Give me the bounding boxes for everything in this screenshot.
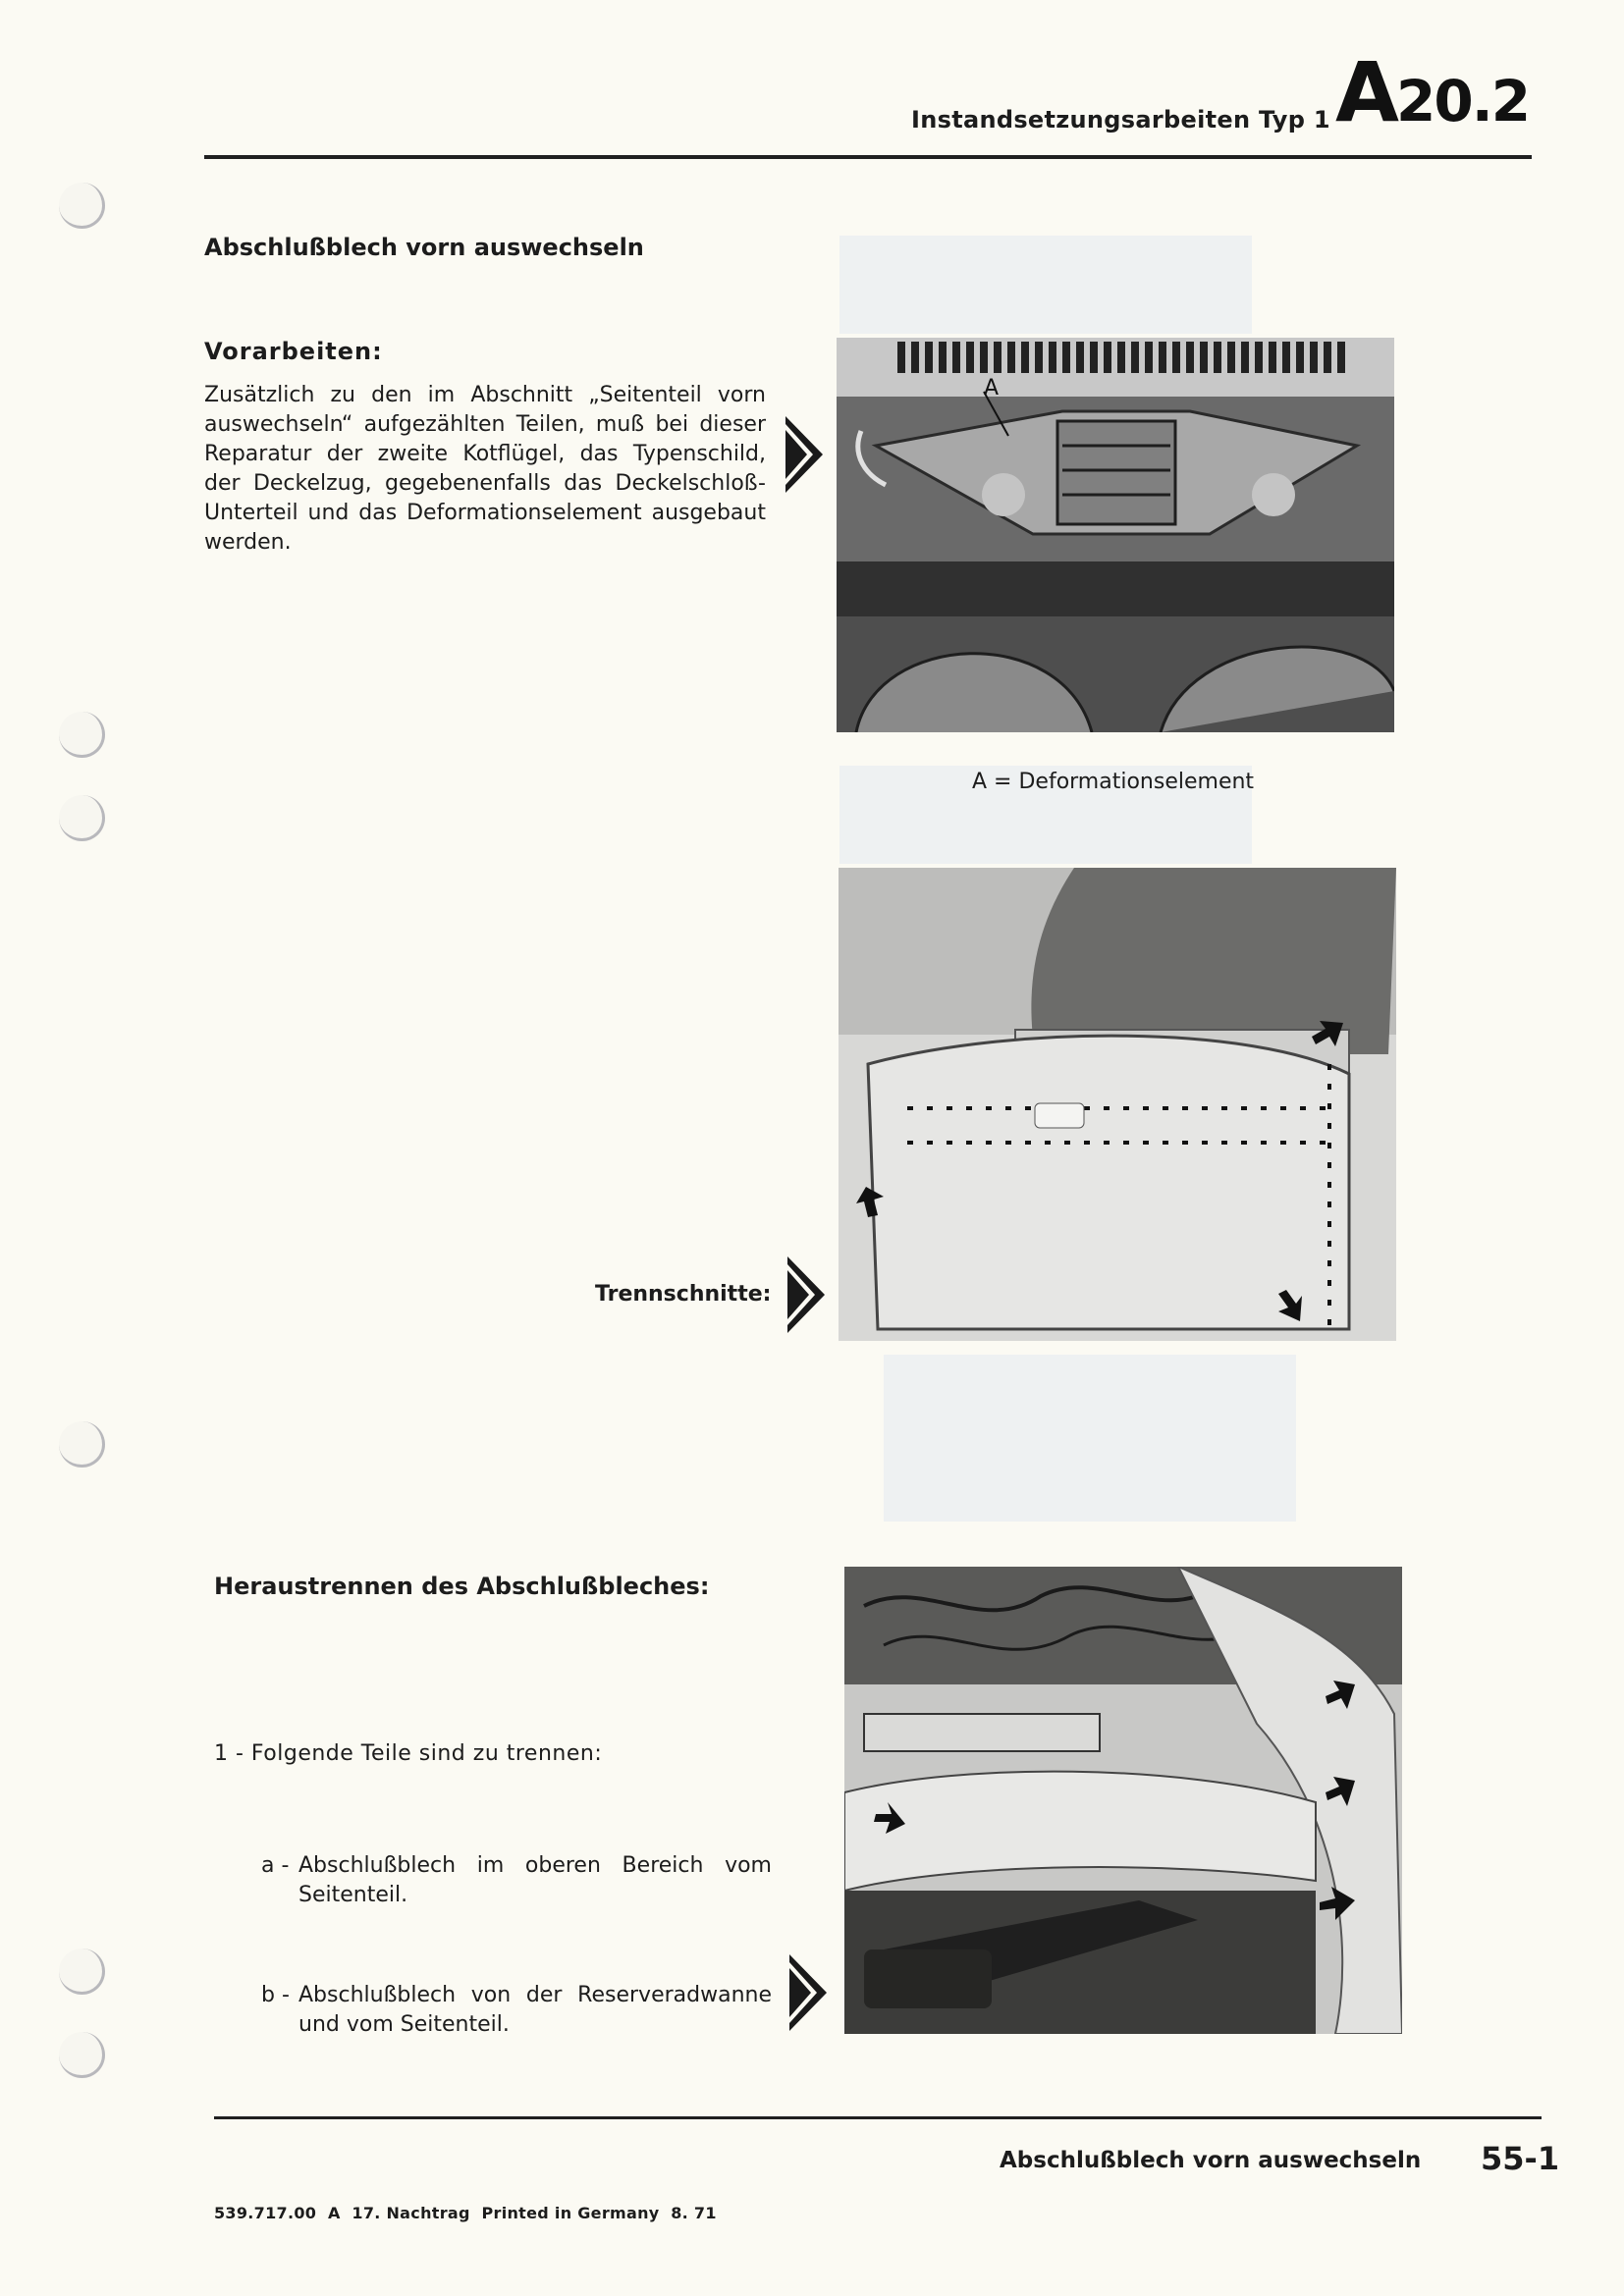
header-rule	[204, 155, 1532, 159]
punch-hole	[59, 1949, 105, 1995]
item-b-text: Abschlußblech von der Reserveradwanne und vom Seitenteil.	[298, 1983, 772, 2037]
section-title: Abschlußblech vorn auswechseln	[204, 234, 644, 261]
show-through-block	[839, 236, 1252, 334]
photo-cut-lines	[839, 868, 1396, 1341]
figure-label-a: A	[984, 376, 1000, 400]
footer-rule	[214, 2116, 1542, 2119]
punch-hole	[59, 2032, 105, 2078]
item-b-marker: b -	[261, 1983, 290, 2007]
prep-heading: Vorarbeiten:	[204, 338, 383, 365]
show-through-block	[884, 1355, 1296, 1522]
pointer-arrow-icon	[785, 1251, 827, 1339]
section-code-number: 20.2	[1396, 68, 1530, 134]
item-a-marker: a -	[261, 1853, 290, 1878]
imprint: 539.717.00 A 17. Nachtrag Printed in Germany 8. 71	[214, 2204, 717, 2222]
prep-text: Zusätzlich zu den im Abschnitt „Seitenteil vorn auswechseln“ aufgezählten Teilen, muß bei dieser Reparatur der zweite Kotflügel, das Typenschild, der Deckelzug, gegebenenfalls das Deckelschloß-Unterteil und das Deformationselement ausgebaut werden.	[204, 383, 766, 555]
pointer-arrow-icon	[784, 410, 825, 499]
section-code-letter: A	[1335, 44, 1397, 140]
cut-lines-label: Trennschnitte:	[595, 1282, 772, 1307]
header-title: Instandsetzungsarbeiten Typ 1	[911, 106, 1330, 133]
page-number: 55-1	[1481, 2140, 1560, 2177]
section-code	[1335, 44, 1530, 140]
item-a-text: Abschlußblech im oberen Bereich vom Seitenteil.	[298, 1853, 772, 1907]
punch-hole	[59, 183, 105, 229]
footer-title: Abschlußblech vorn auswechseln	[1000, 2148, 1422, 2173]
removal-heading: Heraustrennen des Abschlußbleches:	[214, 1573, 710, 1600]
punch-hole	[59, 712, 105, 758]
punch-hole	[59, 1421, 105, 1468]
punch-hole	[59, 795, 105, 841]
pointer-arrow-icon	[787, 1944, 829, 2042]
figure-caption-deformation: A = Deformationselement	[972, 770, 1255, 794]
photo-separation-points	[844, 1567, 1402, 2034]
photo-front-panel	[837, 338, 1394, 732]
step-1: 1 - Folgende Teile sind zu trennen:	[214, 1741, 603, 1766]
